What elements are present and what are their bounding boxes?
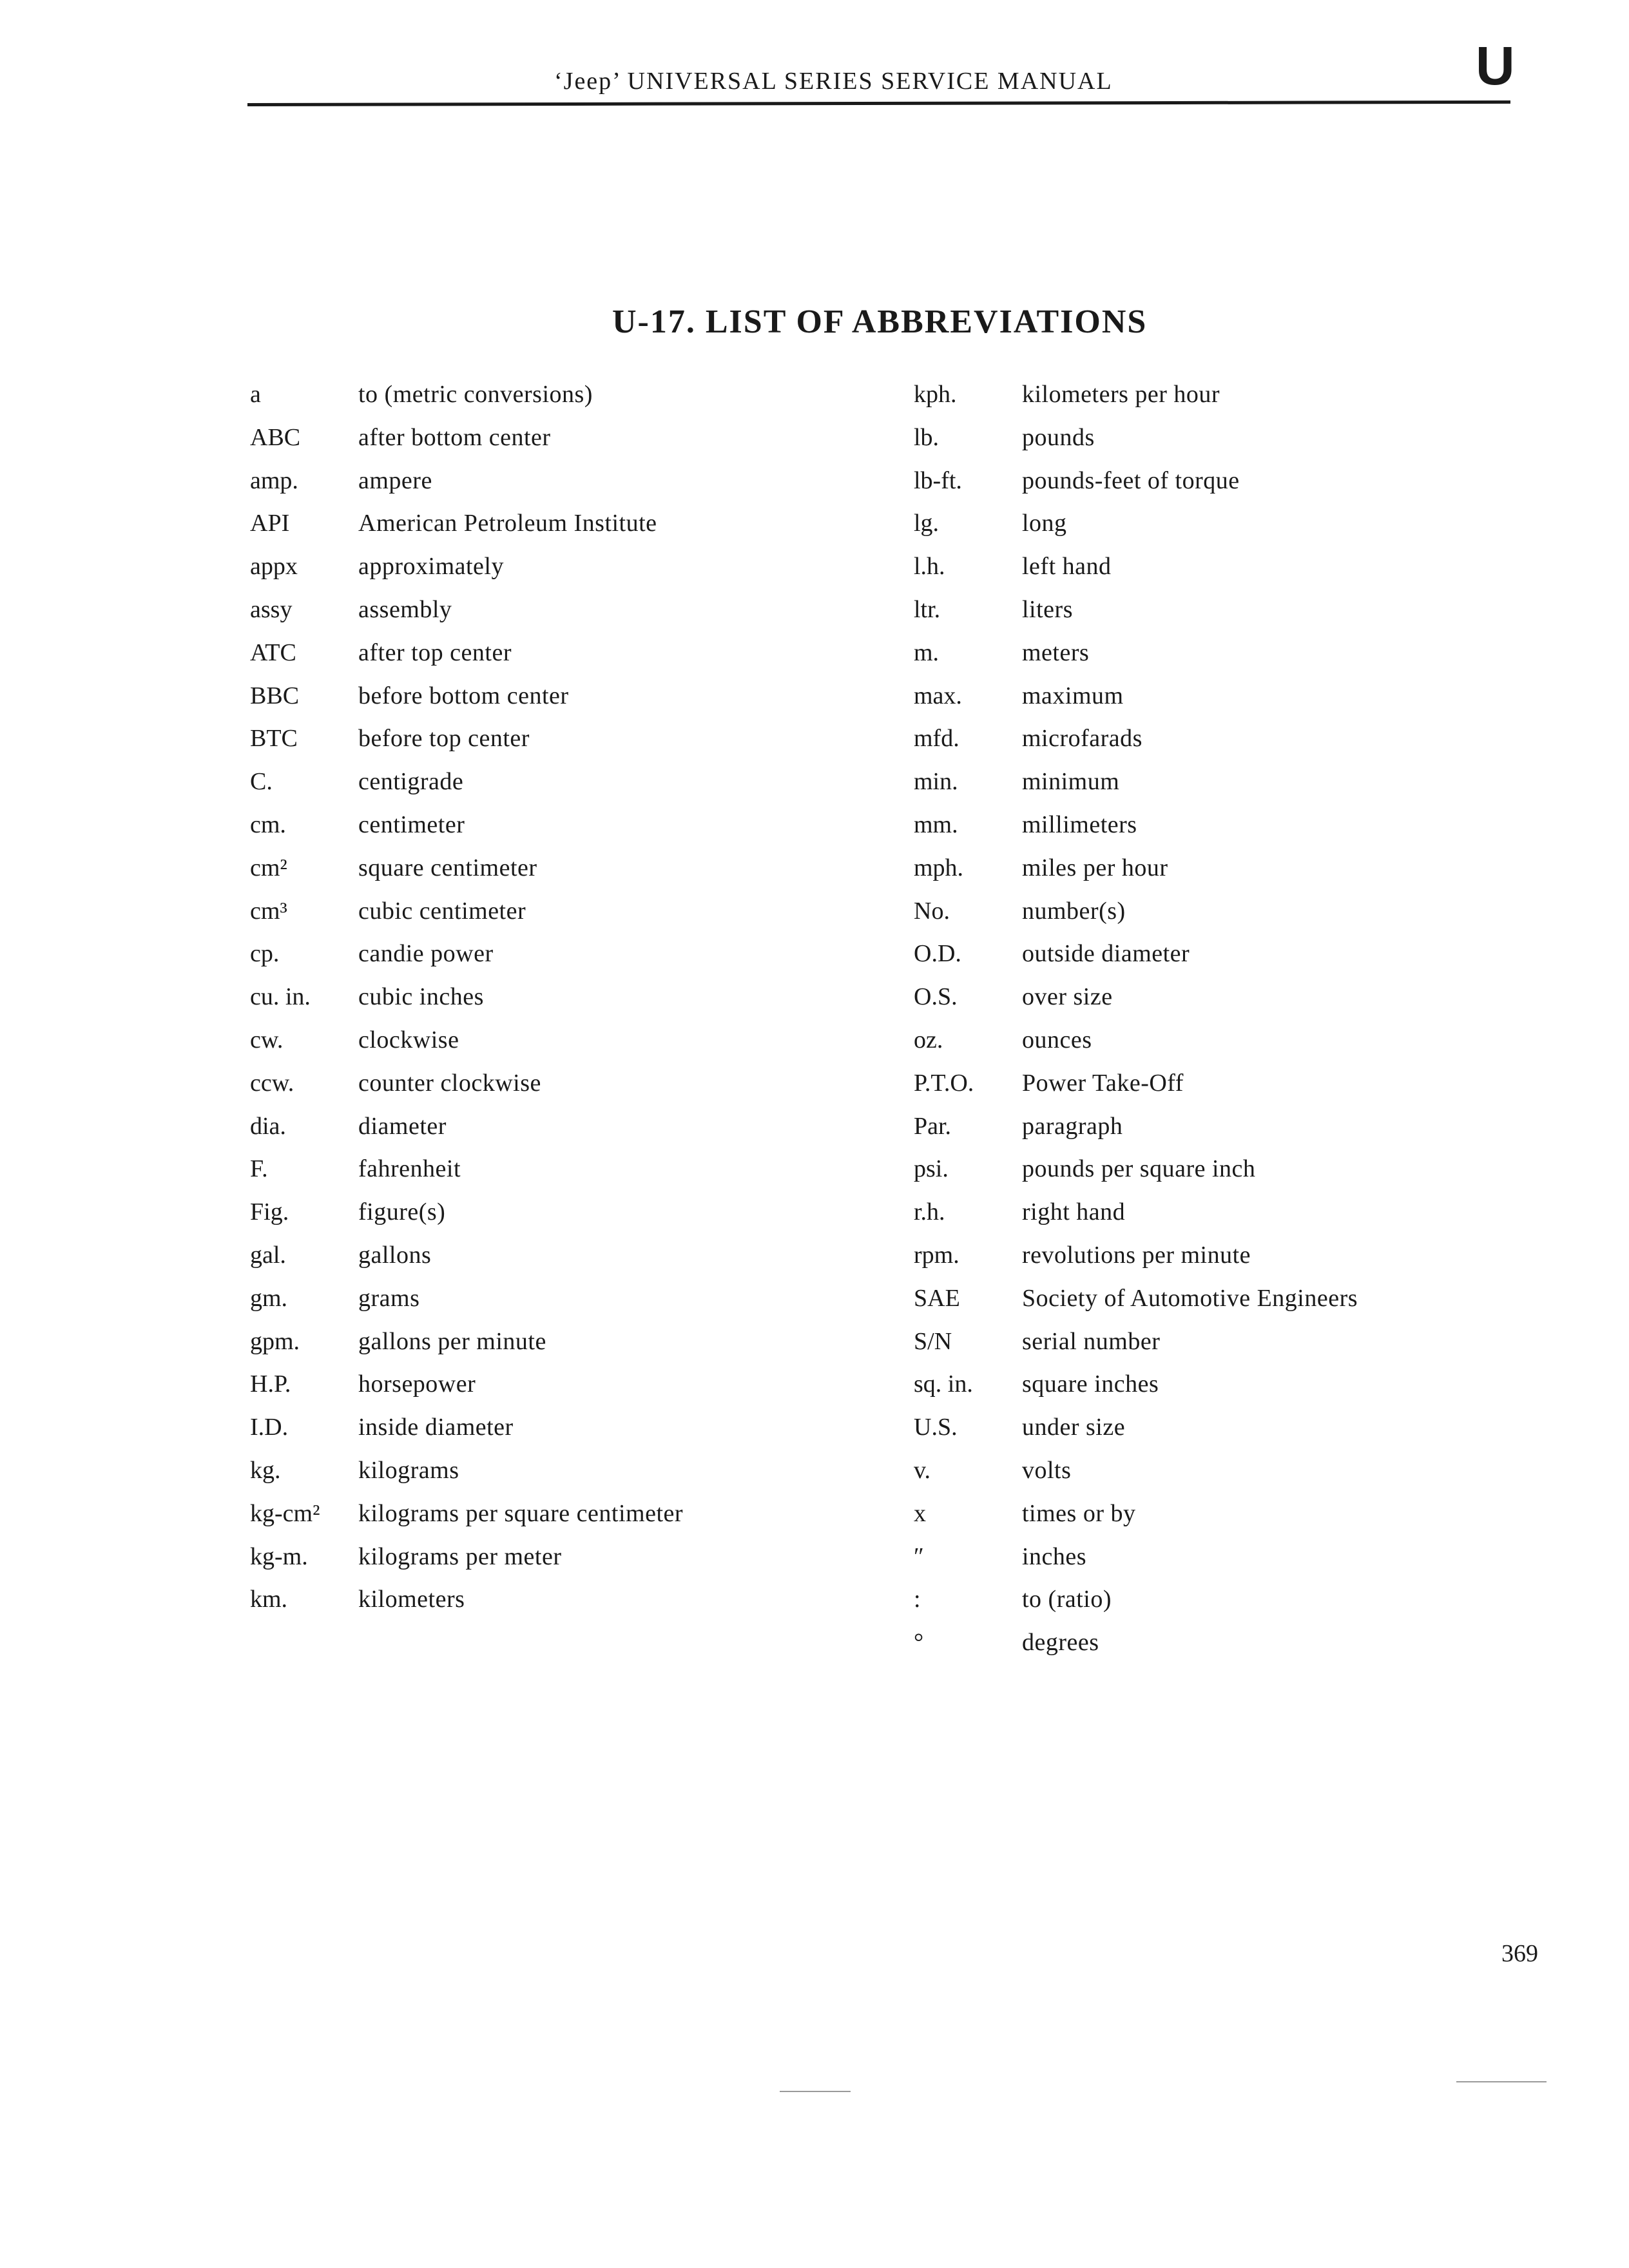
abbreviation-meaning: minimum <box>1022 768 1120 796</box>
abbreviation-term: cp. <box>250 940 280 968</box>
abbreviation-entry <box>914 939 1597 983</box>
abbreviation-entry <box>250 1155 882 1198</box>
abbreviation-meaning: over size <box>1022 983 1113 1011</box>
abbreviation-entry <box>914 552 1597 595</box>
abbreviation-meaning: degrees <box>1022 1629 1099 1657</box>
abbreviation-entry <box>250 1069 882 1112</box>
abbreviation-term: ltr. <box>914 595 941 623</box>
abbreviation-term: cu. in. <box>250 983 311 1011</box>
abbreviation-term: : <box>914 1586 921 1613</box>
abbreviation-entry <box>914 897 1597 940</box>
abbreviation-entry <box>250 939 882 983</box>
abbreviation-meaning: ampere <box>358 466 432 494</box>
abbreviation-entry <box>250 724 882 767</box>
abbreviation-entry <box>914 1327 1597 1370</box>
abbreviation-term: ccw. <box>250 1069 294 1097</box>
abbreviation-entry <box>250 1413 882 1456</box>
abbreviation-entry <box>914 423 1597 466</box>
abbreviation-meaning: gallons per minute <box>358 1327 546 1355</box>
abbreviation-meaning: maximum <box>1022 682 1124 709</box>
scan-artifact-line <box>1456 2081 1547 2082</box>
abbreviation-term: BTC <box>250 725 298 753</box>
abbreviation-entry <box>914 1069 1597 1112</box>
abbreviation-entry <box>250 552 882 595</box>
abbreviation-entry <box>914 854 1597 897</box>
abbreviation-term: cm. <box>250 811 286 838</box>
abbreviation-entry <box>250 1370 882 1413</box>
abbreviation-entry <box>914 1198 1597 1241</box>
abbreviation-meaning: approximately <box>358 553 504 581</box>
abbreviation-term: appx <box>250 553 298 581</box>
abbreviation-term: H.P. <box>250 1370 291 1398</box>
abbreviation-meaning: grams <box>358 1284 420 1312</box>
abbreviation-term: gpm. <box>250 1327 300 1355</box>
abbreviation-term: No. <box>914 897 950 925</box>
abbreviation-term: ° <box>914 1629 924 1657</box>
abbreviation-meaning: kilometers <box>358 1586 465 1613</box>
abbreviation-entry <box>914 1413 1597 1456</box>
abbreviation-term: a <box>250 381 261 408</box>
abbreviation-list-right <box>914 380 1597 1671</box>
abbreviation-entry <box>250 1327 882 1370</box>
abbreviation-meaning: left hand <box>1022 553 1112 581</box>
abbreviation-meaning: Society of Automotive Engineers <box>1022 1284 1358 1312</box>
abbreviation-entry <box>914 1155 1597 1198</box>
abbreviation-meaning: cubic centimeter <box>358 897 526 925</box>
abbreviation-term: I.D. <box>250 1414 289 1441</box>
abbreviation-entry <box>914 682 1597 725</box>
abbreviation-meaning: American Petroleum Institute <box>358 510 657 537</box>
abbreviation-meaning: liters <box>1022 595 1073 623</box>
abbreviation-entry <box>914 1456 1597 1499</box>
abbreviation-meaning: kilograms per meter <box>358 1542 562 1570</box>
abbreviation-term: amp. <box>250 466 298 494</box>
abbreviation-list-left <box>250 380 882 1628</box>
abbreviation-entry <box>250 897 882 940</box>
abbreviation-meaning: meters <box>1022 639 1090 666</box>
abbreviation-term: cm² <box>250 854 287 881</box>
abbreviation-term: mph. <box>914 854 964 881</box>
abbreviation-term: max. <box>914 682 962 709</box>
abbreviation-meaning: outside diameter <box>1022 940 1190 968</box>
abbreviation-entry <box>914 1542 1597 1586</box>
page-number: 369 <box>1501 1940 1538 1967</box>
abbreviation-meaning: millimeters <box>1022 811 1137 838</box>
abbreviation-meaning: diameter <box>358 1112 447 1140</box>
abbreviation-entry <box>914 767 1597 811</box>
abbreviation-term: BBC <box>250 682 300 709</box>
abbreviation-entry <box>914 1585 1597 1628</box>
abbreviation-meaning: candie power <box>358 940 494 968</box>
abbreviation-entry <box>250 1499 882 1542</box>
abbreviation-term: mfd. <box>914 725 959 753</box>
abbreviation-term: gal. <box>250 1241 286 1269</box>
abbreviation-term: cw. <box>250 1026 284 1053</box>
abbreviation-meaning: fahrenheit <box>358 1155 461 1183</box>
abbreviation-term: API <box>250 510 290 537</box>
abbreviation-entry <box>250 1026 882 1069</box>
abbreviation-meaning: clockwise <box>358 1026 459 1053</box>
abbreviation-term: sq. in. <box>914 1370 973 1398</box>
abbreviation-entry <box>250 1456 882 1499</box>
abbreviation-term: SAE <box>914 1284 960 1312</box>
abbreviation-term: C. <box>250 768 273 796</box>
abbreviation-term: l.h. <box>914 553 945 581</box>
abbreviation-entry <box>250 854 882 897</box>
abbreviation-entry <box>914 811 1597 854</box>
abbreviation-term: kph. <box>914 381 957 408</box>
running-head-title: ‘Jeep’ UNIVERSAL SERIES SERVICE MANUAL <box>554 68 1113 95</box>
abbreviation-meaning: figure(s) <box>358 1198 446 1226</box>
abbreviation-meaning: right hand <box>1022 1198 1126 1226</box>
abbreviation-term: dia. <box>250 1112 286 1140</box>
abbreviation-meaning: assembly <box>358 595 452 623</box>
abbreviation-term: km. <box>250 1586 288 1613</box>
abbreviation-term: O.S. <box>914 983 958 1011</box>
abbreviation-entry <box>914 1499 1597 1542</box>
page-title: U-17. LIST OF ABBREVIATIONS <box>612 303 1148 340</box>
abbreviation-entry <box>914 380 1597 423</box>
abbreviation-meaning: pounds per square inch <box>1022 1155 1256 1183</box>
abbreviation-term: ATC <box>250 639 296 666</box>
abbreviation-meaning: centigrade <box>358 768 464 796</box>
abbreviation-term: min. <box>914 768 958 796</box>
abbreviation-meaning: kilometers per hour <box>1022 381 1220 408</box>
abbreviation-entry <box>250 1112 882 1155</box>
abbreviation-term: Par. <box>914 1112 952 1140</box>
abbreviation-meaning: to (ratio) <box>1022 1586 1112 1613</box>
abbreviation-entry <box>914 595 1597 639</box>
abbreviation-meaning: to (metric conversions) <box>358 381 593 408</box>
abbreviation-meaning: pounds-feet of torque <box>1022 466 1240 494</box>
abbreviation-meaning: kilograms <box>358 1456 459 1484</box>
header-rule <box>247 101 1510 106</box>
abbreviation-meaning: pounds <box>1022 423 1095 451</box>
abbreviation-term: F. <box>250 1155 268 1183</box>
abbreviation-meaning: miles per hour <box>1022 854 1168 881</box>
abbreviation-term: x <box>914 1499 926 1527</box>
abbreviation-entry <box>250 380 882 423</box>
abbreviation-entry <box>914 1370 1597 1413</box>
abbreviation-term: rpm. <box>914 1241 959 1269</box>
abbreviation-term: kg-cm² <box>250 1499 320 1527</box>
abbreviation-meaning: square inches <box>1022 1370 1159 1398</box>
scan-artifact-line <box>780 2091 851 2092</box>
abbreviation-entry <box>250 1585 882 1628</box>
abbreviation-term: kg. <box>250 1456 281 1484</box>
abbreviation-meaning: long <box>1022 510 1067 537</box>
abbreviation-entry <box>914 1112 1597 1155</box>
abbreviation-term: S/N <box>914 1327 952 1355</box>
abbreviation-entry <box>250 1542 882 1586</box>
abbreviation-entry <box>250 509 882 552</box>
abbreviation-term: v. <box>914 1456 931 1484</box>
abbreviation-entry <box>250 423 882 466</box>
abbreviation-entry <box>914 1628 1597 1671</box>
abbreviation-term: m. <box>914 639 940 666</box>
abbreviation-entry <box>914 466 1597 510</box>
abbreviation-meaning: number(s) <box>1022 897 1126 925</box>
abbreviation-meaning: microfarads <box>1022 725 1142 753</box>
abbreviation-meaning: before top center <box>358 725 530 753</box>
abbreviation-meaning: counter clockwise <box>358 1069 541 1097</box>
abbreviation-meaning: before bottom center <box>358 682 569 709</box>
abbreviation-term: mm. <box>914 811 958 838</box>
abbreviation-meaning: Power Take-Off <box>1022 1069 1184 1097</box>
abbreviation-entry <box>250 811 882 854</box>
abbreviation-entry <box>250 1198 882 1241</box>
abbreviation-entry <box>250 983 882 1026</box>
abbreviation-term: O.D. <box>914 940 961 968</box>
abbreviation-meaning: kilograms per square centimeter <box>358 1499 684 1527</box>
abbreviation-meaning: after top center <box>358 639 512 666</box>
abbreviation-entry <box>914 1026 1597 1069</box>
abbreviation-term: Fig. <box>250 1198 289 1226</box>
abbreviation-meaning: square centimeter <box>358 854 537 881</box>
abbreviation-entry <box>914 509 1597 552</box>
abbreviation-entry <box>914 1284 1597 1327</box>
abbreviation-term: gm. <box>250 1284 288 1312</box>
abbreviation-term: P.T.O. <box>914 1069 974 1097</box>
abbreviation-meaning: inside diameter <box>358 1414 514 1441</box>
abbreviation-meaning: cubic inches <box>358 983 484 1011</box>
abbreviation-entry <box>250 1284 882 1327</box>
abbreviation-entry <box>250 466 882 510</box>
abbreviation-entry <box>250 595 882 639</box>
abbreviation-meaning: times or by <box>1022 1499 1136 1527</box>
abbreviation-term: kg-m. <box>250 1542 308 1570</box>
abbreviation-entry <box>914 1241 1597 1284</box>
abbreviation-term: oz. <box>914 1026 943 1053</box>
abbreviation-term: r.h. <box>914 1198 945 1226</box>
abbreviation-entry <box>250 639 882 682</box>
abbreviation-meaning: paragraph <box>1022 1112 1123 1140</box>
abbreviation-meaning: ounces <box>1022 1026 1092 1053</box>
abbreviation-meaning: revolutions per minute <box>1022 1241 1251 1269</box>
abbreviation-meaning: volts <box>1022 1456 1072 1484</box>
abbreviation-entry <box>250 1241 882 1284</box>
abbreviation-term: ABC <box>250 423 301 451</box>
abbreviation-meaning: gallons <box>358 1241 432 1269</box>
abbreviation-meaning: under size <box>1022 1414 1126 1441</box>
section-letter: U <box>1476 35 1515 96</box>
abbreviation-meaning: horsepower <box>358 1370 476 1398</box>
abbreviation-term: assy <box>250 595 293 623</box>
abbreviation-term: lg. <box>914 510 940 537</box>
abbreviation-term: psi. <box>914 1155 949 1183</box>
abbreviation-term: ″ <box>914 1542 924 1570</box>
abbreviation-term: lb-ft. <box>914 466 962 494</box>
abbreviation-meaning: after bottom center <box>358 423 551 451</box>
abbreviation-entry <box>250 682 882 725</box>
abbreviation-meaning: serial number <box>1022 1327 1161 1355</box>
abbreviation-entry <box>914 983 1597 1026</box>
abbreviation-meaning: centimeter <box>358 811 465 838</box>
abbreviation-entry <box>914 724 1597 767</box>
abbreviation-term: cm³ <box>250 897 287 925</box>
abbreviation-term: lb. <box>914 423 940 451</box>
abbreviation-entry <box>250 767 882 811</box>
abbreviation-meaning: inches <box>1022 1542 1087 1570</box>
abbreviation-entry <box>914 639 1597 682</box>
abbreviation-term: U.S. <box>914 1414 958 1441</box>
